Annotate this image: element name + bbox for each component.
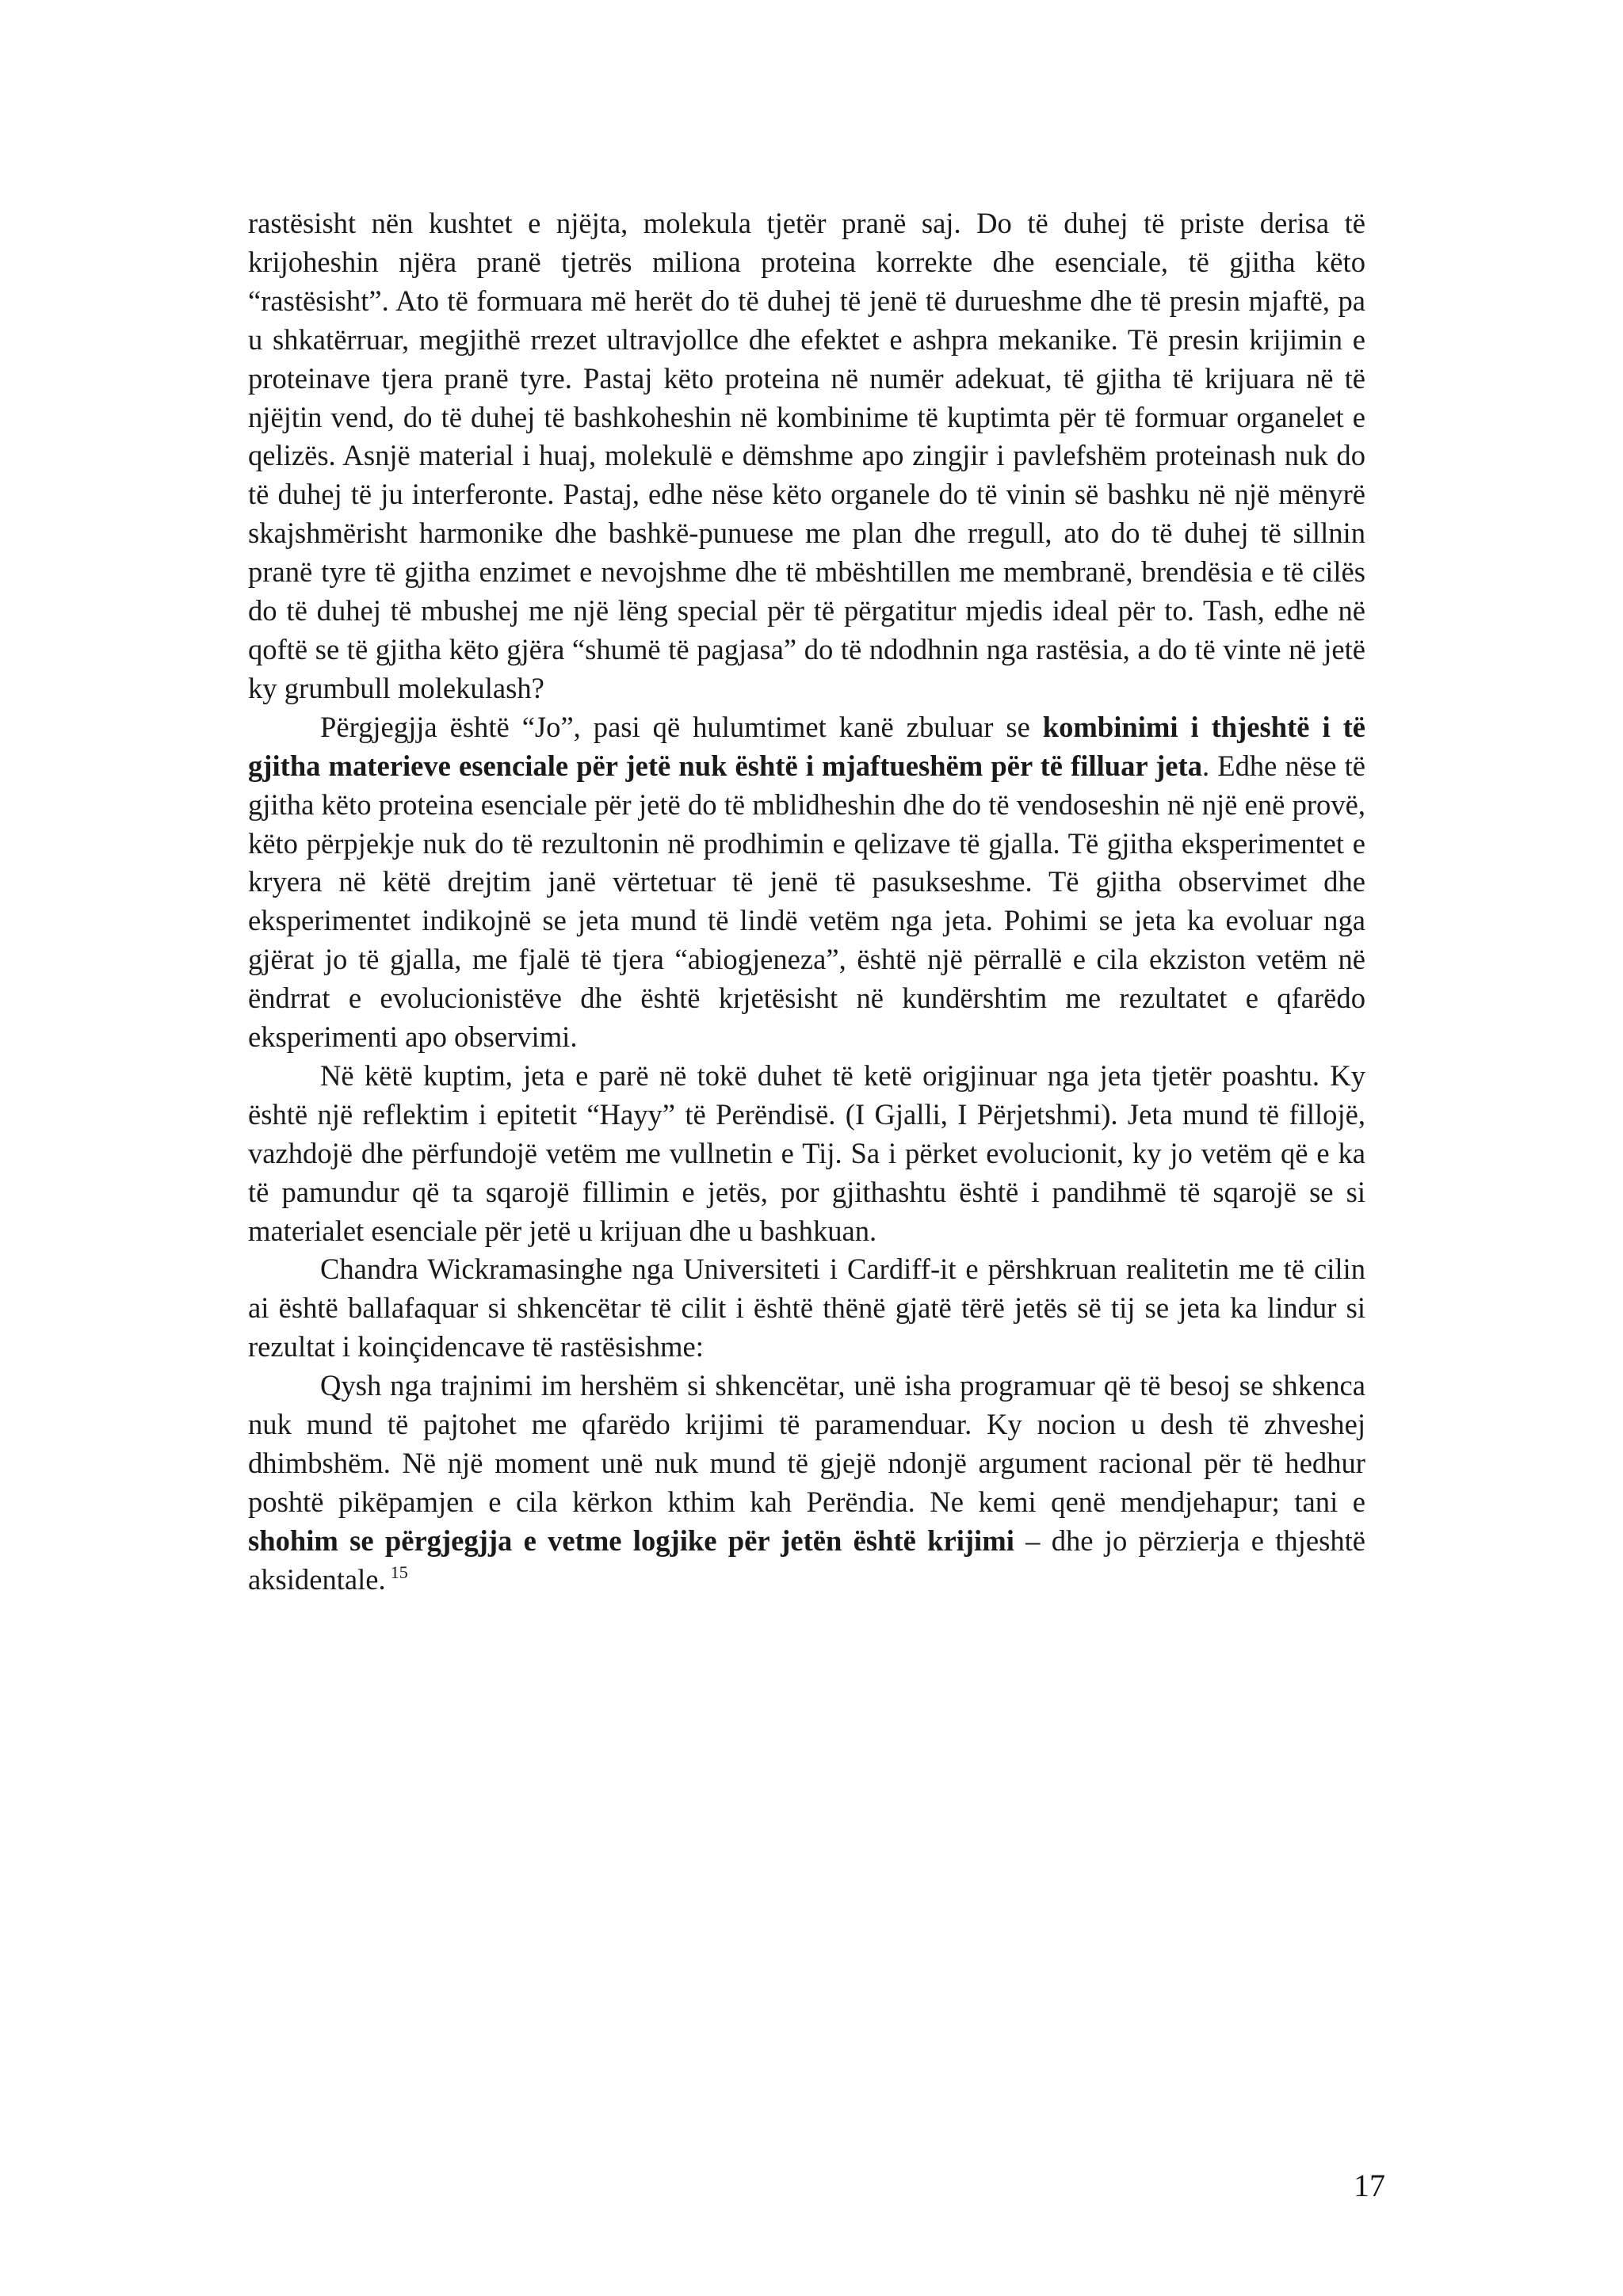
paragraph-5-text-b: – dhe jo përzierja e thjeshtë aksidentale. [248,1524,1366,1596]
paragraph-1 [248,204,1365,708]
paragraph-1-text: rastësisht nën kushtet e njëjta, molekula tjetër pranë saj. Do të duhej të priste derisa të krijoheshin njëra pranë tjetrës miliona proteina korrekte dhe esenciale, të gjitha këto “rastësisht”. Ato të formuara më herët do të duhej të jenë të durueshme dhe të presin mjaftë, pa u shkatërruar, megjithë rrezet ultravjollce dhe efektet e ashpra mekanike. Të presin krijimin e proteinave tjera pranë tyre. Pastaj këto proteina në numër adekuat, të gjitha të krijuara në të njëjtin vend, do të duhej të bashkoheshin në kombinime të kuptimta për të formuar organelet e qelizës. Asnjë material i huaj, molekulë e dëmshme apo zingjir i pavlefshëm proteinash nuk do të duhej të ju interferonte. Pastaj, edhe nëse këto organele do të vinin së bashku në një mënyrë skajshmërisht harmonike dhe bashkë-punuese me plan dhe rregull, ato do të duhej të sillnin pranë tyre të gjitha enzimet e nevojshme dhe të mbështillen me membranë, brendësia e të cilës do të duhej të mbushej me një lëng special për të përgatitur mjedis ideal për to. Tash, edhe në qoftë se të gjitha këto gjëra “shumë të pagjasa” do të ndodhnin nga rastësia, a do të vinte në jetë ky grumbull molekulash? [248,207,1365,704]
body-text [248,204,1365,1600]
footnote-reference[interactable]: 15 [390,1562,408,1582]
paragraph-5-quote [248,1367,1365,1599]
page-number: 17 [1354,2168,1385,2203]
paragraph-5-text-a: Qysh nga trajnimi im hershëm si shkencëtar, unë isha programuar që të besoj se shkenca nuk mund të pajtohet me qfarëdo krijimi të paramenduar. Ky nocion u desh të zhveshej dhimbshëm. Në një moment unë nuk mund të gjejë ndonjë argument racional për të hedhur poshtë pikëpamjen e cila kërkon kthim kah Perëndia. Ne kemi qenë mendjehapur; tani e [248,1369,1365,1518]
paragraph-2-bold-text: kombinimi i thjeshtë i të gjitha materieve esenciale për jetë nuk është i mjaftueshëm për të filluar jeta [248,710,1366,782]
paragraph-4 [248,1250,1365,1367]
paragraph-2-text-a: Përgjegjja është “Jo”, pasi që hulumtimet kanë zbuluar se [320,710,1043,743]
paragraph-2 [248,708,1365,1057]
paragraph-2-text-b: . Edhe nëse të gjitha këto proteina esenciale për jetë do të mblidheshin dhe do të vendoseshin në një enë provë, këto përpjekje nuk do të rezultonin në prodhimin e qelizave të gjalla. Të gjitha eksperimentet e kryera në këtë drejtim janë vërtetuar të jenë të pasukseshme. Të gjitha observimet dhe eksperimentet indikojnë se jeta mund të lindë vetëm nga jeta. Pohimi se jeta ka evoluar nga gjërat jo të gjalla, me fjalë të tjera “abiogjeneza”, është një përrallë e cila ekziston vetëm në ëndrrat e evolucionistëve dhe është krjetësisht në kundërshtim me rezultatet e qfarëdo eksperimenti apo observimi. [248,749,1365,1054]
paragraph-3-text: Në këtë kuptim, jeta e parë në tokë duhet të ketë origjinuar nga jeta tjetër poashtu. Ky është një reflektim i epitetit “Hayy” të Perëndisë. (I Gjalli, I Përjetshmi). Jeta mund të fillojë, vazhdojë dhe përfundojë vetëm me vullnetin e Tij. Sa i përket evolucionit, ky jo vetëm që e ka të pamundur që ta sqarojë fillimin e jetës, por gjithashtu është i pandihmë të sqarojë se si materialet esenciale për jetë u krijuan dhe u bashkuan. [248,1058,1365,1247]
paragraph-5-bold-text: shohim se përgjegjja e vetme logjike për jetën është krijimi [248,1524,1014,1557]
paragraph-4-text: Chandra Wickramasinghe nga Universiteti i Cardiff-it e përshkruan realitetin me të cilin ai është ballafaquar si shkencëtar të cilit i është thënë gjatë tërë jetës së tij se jeta ka lindur si rezultat i koinçidencave të rastësishme: [248,1253,1365,1363]
paragraph-3 [248,1057,1365,1251]
